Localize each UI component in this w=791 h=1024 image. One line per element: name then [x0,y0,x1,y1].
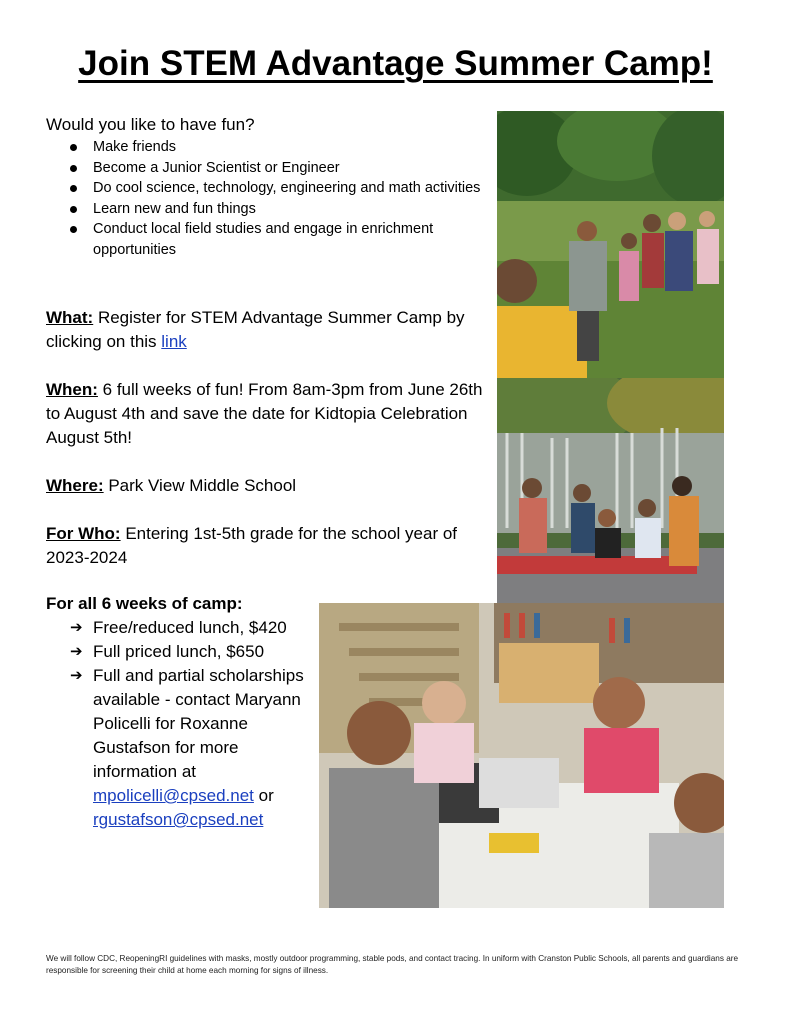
bullet-icon [70,226,77,233]
park-bench-photo [497,378,724,603]
when-label: When: [46,380,98,399]
email-link-policelli[interactable]: mpolicelli@cpsed.net [93,786,254,805]
email-link-gustafson[interactable]: rgustafson@cpsed.net [93,810,264,829]
when-text: 6 full weeks of fun! From 8am-3pm from June 26th to August 4th and save the date for Kidtopia Celebration August 5th! [46,380,483,447]
register-link[interactable]: link [161,332,187,351]
arrow-icon: ➔ [70,643,83,660]
pricing-list [46,616,316,832]
weeks-heading: For all 6 weeks of camp: [46,594,243,613]
arrow-icon: ➔ [70,619,83,636]
arrow-icon: ➔ [70,667,83,684]
bullet-icon [70,206,77,213]
bullet-icon [70,165,77,172]
page-title: Join STEM Advantage Summer Camp! [78,44,713,83]
what-section [46,306,486,354]
for-who-text: Entering 1st-5th grade for the school year of 2023-2024 [46,524,458,567]
when-section [46,378,486,450]
list-item: Do cool science, technology, engineering and math activities [46,178,486,199]
where-label: Where: [46,476,104,495]
where-section [46,474,486,498]
list-item: ➔ Full priced lunch, $650 [46,640,316,664]
activities-list [46,137,486,261]
footer-note: We will follow CDC, ReopeningRI guidelines with masks, mostly outdoor programming, stable pods, and contact tracing. In uniform with Cranston Public Schools, all parents and guardians are responsible for screening their child at home each morning for signs of illness. [46,954,739,975]
bullet-icon [70,144,77,151]
library-activity-photo [319,603,724,908]
list-item: ➔ Full and partial scholarships available - contact Maryann Policelli for Roxanne Gustafson for more information at mpolicelli@cpsed.net or rgustafson@cpsed.net [70,666,304,829]
for-who-section [46,522,486,570]
list-item: Make friends [46,137,486,158]
where-text: Park View Middle School [103,476,297,495]
field-trip-photo [497,111,724,378]
list-item: Learn new and fun things [46,199,486,220]
list-item: Conduct local field studies and engage in enrichment opportunities [46,219,486,260]
list-item: Become a Junior Scientist or Engineer [46,158,486,179]
bullet-icon [70,185,77,192]
what-label: What: [46,308,94,327]
for-who-label: For Who: [46,524,121,543]
intro-question: Would you like to have fun? [46,115,255,134]
what-text: Register for STEM Advantage Summer Camp by clicking on this [46,308,465,351]
list-item: ➔ Free/reduced lunch, $420 [46,616,316,640]
